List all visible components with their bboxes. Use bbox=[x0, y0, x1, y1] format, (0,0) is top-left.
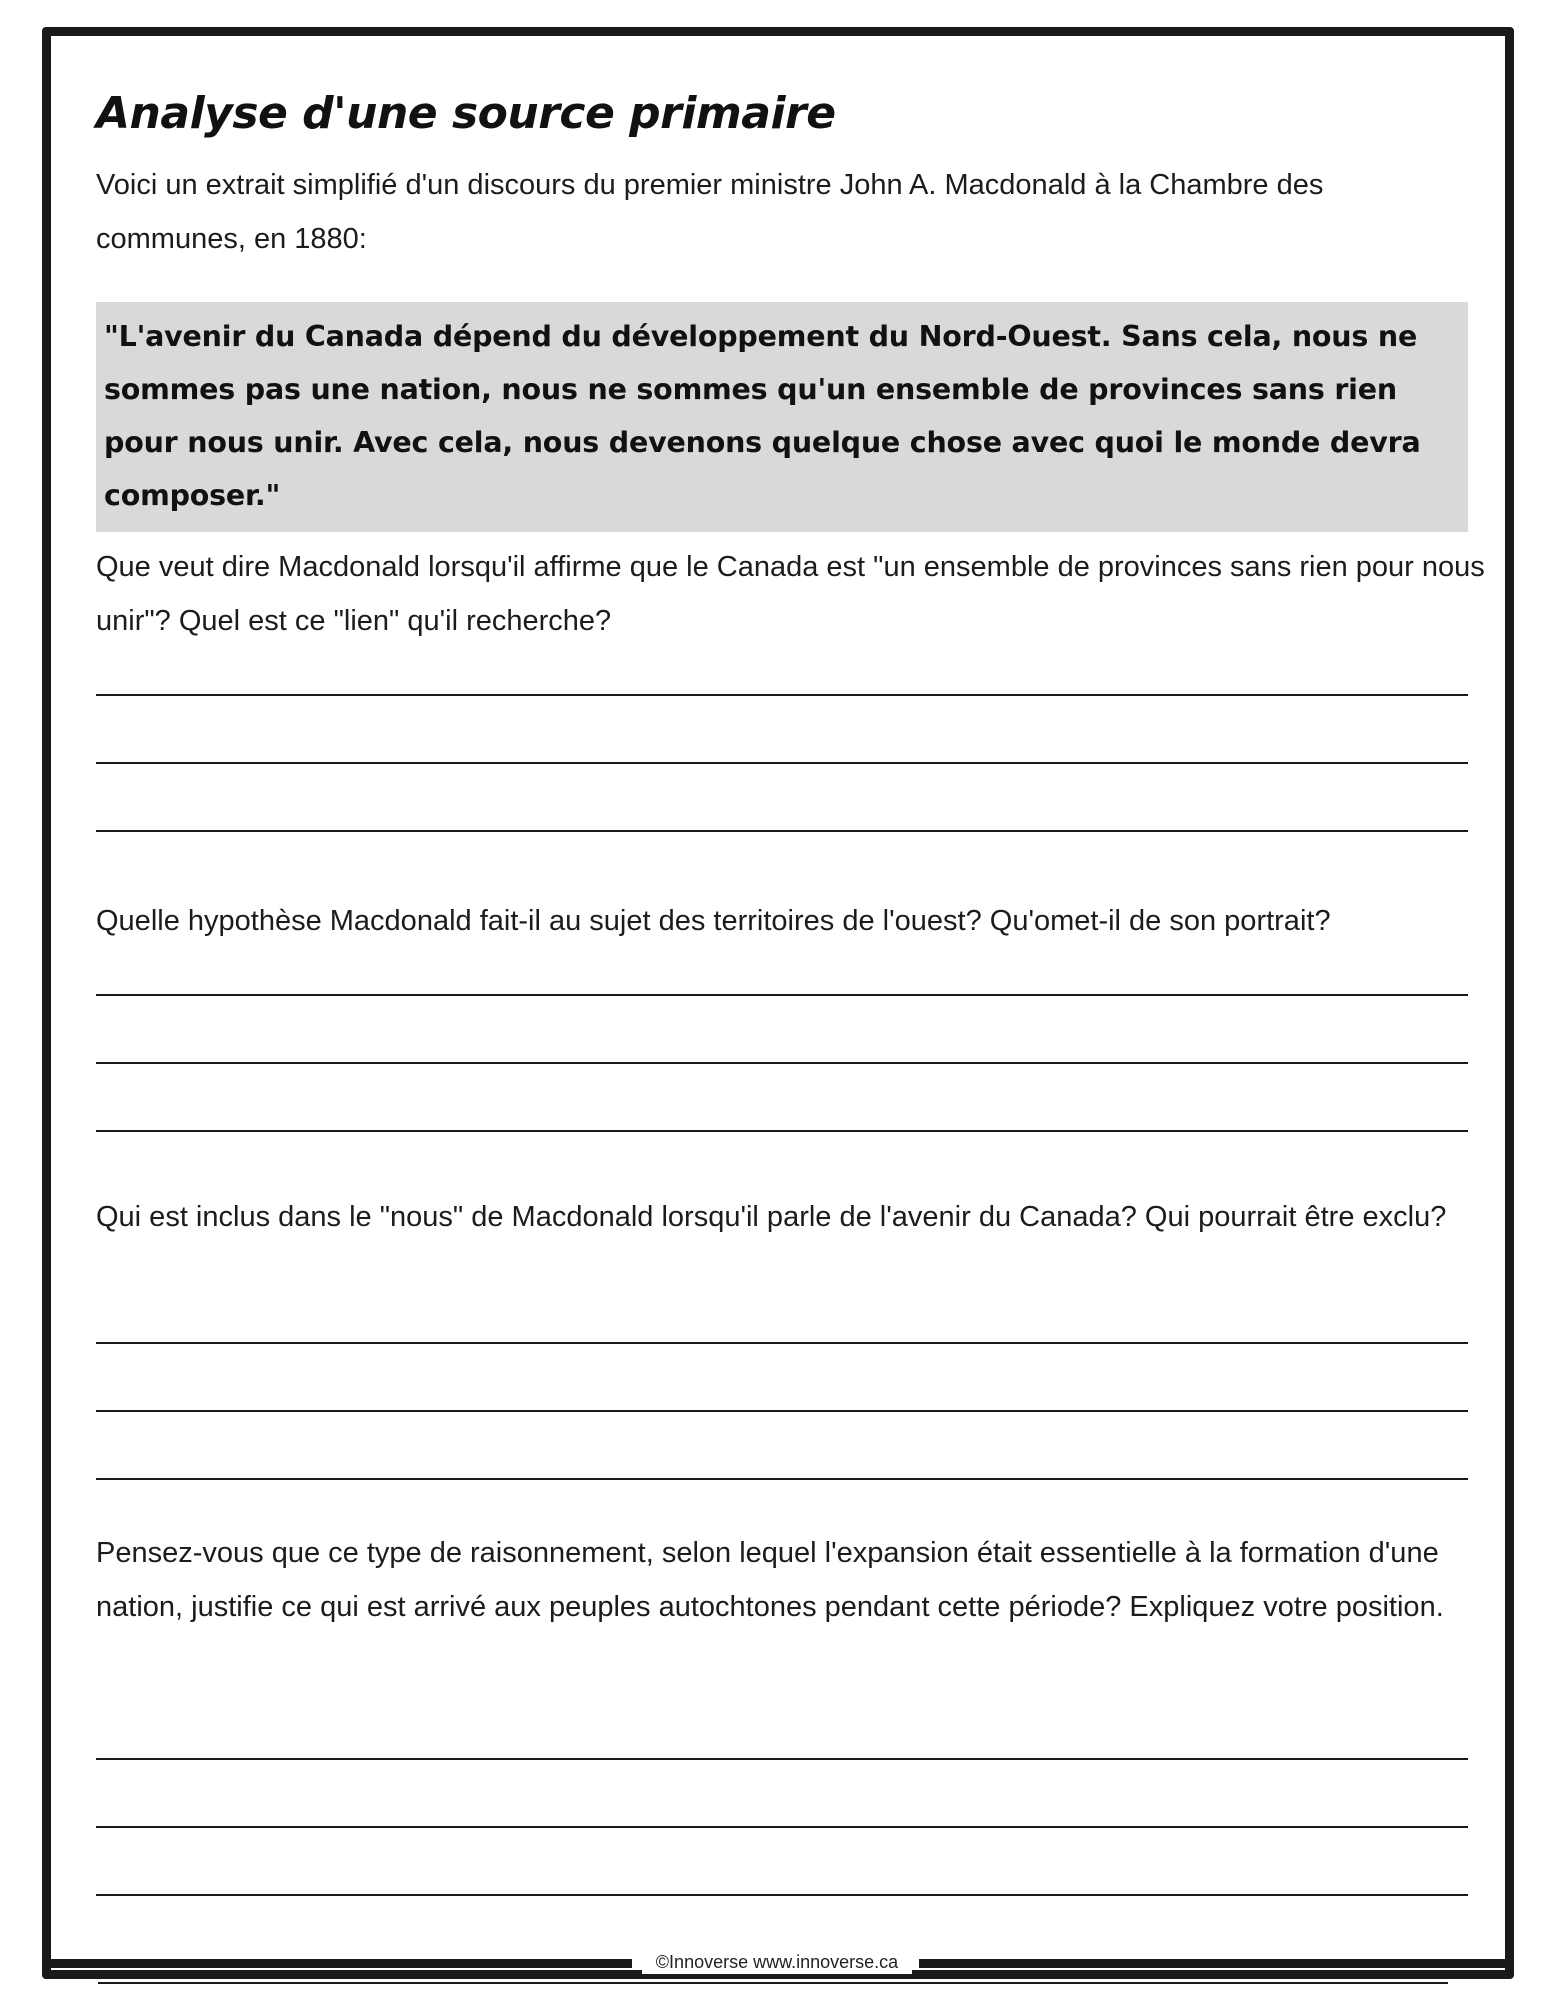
question-block-1 bbox=[96, 540, 1496, 648]
question-3-text: Qui est inclus dans le "nous" de Macdonald lorsqu'il parle de l'avenir du Canada? Qui pourrait être exclu? bbox=[96, 1201, 1447, 1233]
speech-quote: "L'avenir du Canada dépend du développement du Nord-Ouest. Sans cela, nous ne sommes pas une nation, nous ne sommes qu'un ensemble de provinces sans rien pour nous unir. Avec cela, nous devenons quelque chose avec quoi le monde devra composer." bbox=[96, 302, 1468, 532]
answer-line[interactable] bbox=[96, 994, 1468, 996]
answer-line[interactable] bbox=[96, 830, 1468, 832]
question-block-4 bbox=[96, 1526, 1496, 1634]
answer-line[interactable] bbox=[96, 1758, 1468, 1760]
answer-line[interactable] bbox=[96, 1062, 1468, 1064]
question-2-text: Quelle hypothèse Macdonald fait-il au sujet des territoires de l'ouest? Qu'omet-il de son portrait? bbox=[96, 905, 1331, 937]
page-title: Analyse d'une source primaire bbox=[96, 88, 836, 139]
question-1-text: Que veut dire Macdonald lorsqu'il affirme que le Canada est "un ensemble de provinces sans rien pour nous unir"? Quel est ce "lien" qu'il recherche? bbox=[96, 551, 1485, 637]
answer-line[interactable] bbox=[96, 694, 1468, 696]
answer-line[interactable] bbox=[96, 1894, 1468, 1896]
footer-credit: ©Innoverse www.innoverse.ca bbox=[642, 1950, 912, 1974]
footer-underline bbox=[98, 1982, 1448, 1984]
answer-line[interactable] bbox=[96, 1130, 1468, 1132]
footer-border-right bbox=[919, 1959, 1505, 1968]
answer-line[interactable] bbox=[96, 762, 1468, 764]
answer-line[interactable] bbox=[96, 1478, 1468, 1480]
answer-line[interactable] bbox=[96, 1342, 1468, 1344]
footer-border-left bbox=[42, 1959, 632, 1968]
question-4-text: Pensez-vous que ce type de raisonnement, selon lequel l'expansion était essentielle à la formation d'une nation, justifie ce qui est arrivé aux peuples autochtones pendant cette période? Expliquez votre position. bbox=[96, 1537, 1444, 1623]
worksheet-content bbox=[96, 72, 1485, 1623]
intro-paragraph: Voici un extrait simplifié d'un discours du premier ministre John A. Macdonald à la Chambre des communes, en 1880: bbox=[96, 169, 1324, 255]
question-block-2 bbox=[96, 894, 1496, 948]
question-block-3 bbox=[96, 1190, 1496, 1244]
answer-line[interactable] bbox=[96, 1410, 1468, 1412]
answer-line[interactable] bbox=[96, 1826, 1468, 1828]
footer bbox=[0, 1952, 1545, 1979]
